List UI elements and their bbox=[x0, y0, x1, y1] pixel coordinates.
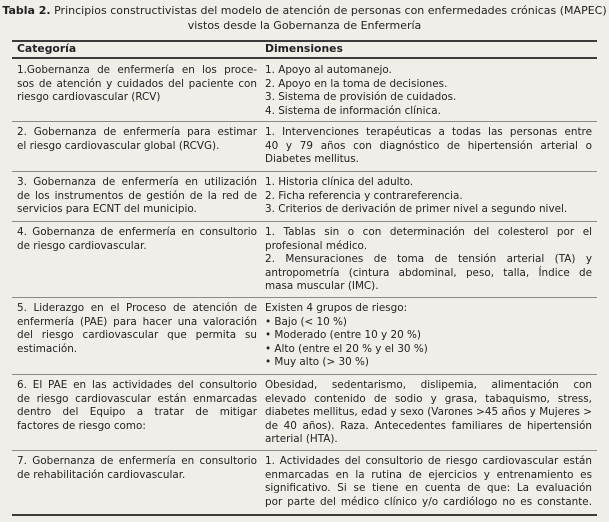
row-5-dim-line: Existen 4 grupos de riesgo: bbox=[265, 302, 408, 314]
row-3-cat-line: de los instrumentos de gestión de la red de bbox=[17, 189, 257, 202]
row-4-dim-line: masa muscular (IMC). bbox=[265, 280, 379, 293]
caption-line-1 bbox=[0, 4, 609, 19]
row-2-categoria bbox=[17, 126, 257, 153]
table-caption bbox=[0, 4, 609, 33]
row-1-dim-line: 1. Apoyo al automanejo. bbox=[265, 64, 392, 76]
row-5-dimensiones bbox=[265, 302, 592, 370]
row-7-dim-line: enmarcadas en la rutina de ejercicios y entrenamiento es bbox=[265, 468, 592, 481]
bottom-rule bbox=[12, 514, 597, 516]
row-divider bbox=[12, 171, 597, 172]
row-4-dim-line: profesional médico. bbox=[265, 239, 368, 252]
row-5-dim-line: • Moderado (entre 10 y 20 %) bbox=[265, 329, 421, 342]
row-6-cat-line: dentro del Equipo a tratar de mitigar bbox=[17, 406, 257, 419]
row-1-categoria bbox=[17, 64, 257, 105]
row-7-cat-line: 7. Gobernanza de enfermería en consultorio bbox=[17, 455, 257, 467]
row-6-dim-line: de 40 años). Raza. Antecedentes familiares de hipertensión bbox=[265, 419, 592, 432]
row-1-dimensiones bbox=[265, 64, 592, 118]
caption-line-2: vistos desde la Gobernanza de Enfermería bbox=[187, 18, 422, 32]
row-6-dim-line: Obesidad, sedentarismo, dislipemia, alimentación con bbox=[265, 379, 592, 391]
row-1-dim-line: 2. Apoyo en la toma de decisiones. bbox=[265, 77, 448, 90]
row-divider bbox=[12, 450, 597, 451]
row-3-dim-line: 1. Historia clínica del adulto. bbox=[265, 176, 414, 188]
row-6-dimensiones bbox=[265, 379, 592, 447]
row-5-dim-line: • Bajo (< 10 %) bbox=[265, 315, 347, 328]
row-3-dimensiones bbox=[265, 176, 592, 217]
row-divider bbox=[12, 374, 597, 375]
row-2-dim-line: 40 y 79 años con diagnóstico de hipertensión arterial o bbox=[265, 139, 592, 152]
row-4-dim-line: 1. Tablas sin o con determinación del colesterol por el bbox=[265, 226, 592, 238]
row-7-dim-line: 1. Actividades del consultorio de riesgo cardiovascular están bbox=[265, 455, 592, 467]
header-dimensiones: Dimensiones bbox=[265, 42, 343, 55]
row-5-dim-line: • Muy alto (> 30 %) bbox=[265, 356, 369, 369]
row-6-dim-line: elevado contenido de sodio y grasa, tabaquismo, stress, bbox=[265, 392, 592, 405]
row-5-cat-line: estimación. bbox=[17, 342, 78, 355]
row-2-dim-line: Diabetes mellitus. bbox=[265, 153, 359, 166]
row-divider bbox=[12, 121, 597, 122]
row-1-cat-line: 1.Gobernanza de enfermería en los proce- bbox=[17, 64, 257, 76]
row-6-cat-line: 6. El PAE en las actividades del consultorio bbox=[17, 379, 257, 391]
row-4-cat-line: 4. Gobernanza de enfermería en consultorio bbox=[17, 226, 257, 238]
row-3-dim-line: 3. Criterios de derivación de primer nivel a segundo nivel. bbox=[265, 203, 568, 216]
row-7-dim-line: significativo. Si se tiene en cuenta de que: La evaluación bbox=[265, 482, 592, 495]
row-2-dim-line: 1. Intervenciones terapéuticas a todas las personas entre bbox=[265, 126, 592, 138]
caption-text-1: Principios constructivistas del modelo de atención de personas con enfermedades crónicas (MAPEC) bbox=[50, 4, 607, 17]
row-3-dim-line: 2. Ficha referencia y contrareferencia. bbox=[265, 189, 463, 202]
row-7-dimensiones bbox=[265, 455, 592, 509]
row-3-cat-line: servicios para ECNT del municipio. bbox=[17, 203, 197, 216]
row-5-cat-line: del riesgo cardiovascular que permita su bbox=[17, 329, 257, 342]
row-2-cat-line: 2. Gobernanza de enfermería para estimar bbox=[17, 126, 257, 138]
row-7-dim-line: por parte del médico clínico y/o cardiólogo no es constante. bbox=[265, 495, 592, 508]
row-divider bbox=[12, 221, 597, 222]
row-5-categoria bbox=[17, 302, 257, 356]
row-6-dim-line: diabetes mellitus, edad y sexo (Varones >45 años y Mujeres > bbox=[265, 406, 592, 419]
row-4-dim-line: 2. Mensuraciones de toma de tensión arterial (TA) y bbox=[265, 253, 592, 266]
row-6-cat-line: factores de riesgo como: bbox=[17, 419, 146, 432]
row-2-cat-line: el riesgo cardiovascular global (RCVG). bbox=[17, 139, 220, 152]
row-6-cat-line: de riesgo cardiovascular están enmarcadas bbox=[17, 392, 257, 405]
row-4-dim-line: antropometría (cintura abdominal, peso, talla, Índice de bbox=[265, 266, 592, 279]
row-4-categoria bbox=[17, 226, 257, 253]
row-3-cat-line: 3. Gobernanza de enfermería en utilización bbox=[17, 176, 257, 188]
table-label: Tabla 2. bbox=[2, 4, 51, 17]
header-categoria: Categoría bbox=[17, 42, 77, 55]
row-1-cat-line: riesgo cardiovascular (RCV) bbox=[17, 91, 161, 104]
row-5-cat-line: 5. Liderazgo en el Proceso de atención de bbox=[17, 302, 257, 314]
row-1-dim-line: 3. Sistema de provisión de cuidados. bbox=[265, 91, 457, 104]
row-divider bbox=[12, 297, 597, 298]
row-7-categoria bbox=[17, 455, 257, 482]
row-6-categoria bbox=[17, 379, 257, 433]
row-3-categoria bbox=[17, 176, 257, 217]
row-2-dimensiones bbox=[265, 126, 592, 167]
row-5-dim-line: • Alto (entre el 20 % y el 30 %) bbox=[265, 342, 428, 355]
row-5-cat-line: enfermería (PAE) para hacer una valoración bbox=[17, 315, 257, 328]
row-4-cat-line: de riesgo cardiovascular. bbox=[17, 239, 147, 252]
row-6-dim-line: arterial (HTA). bbox=[265, 433, 338, 446]
row-1-cat-line: sos de atención y cuidados del paciente con bbox=[17, 77, 257, 90]
row-1-dim-line: 4. Sistema de información clínica. bbox=[265, 104, 441, 117]
header-rule bbox=[12, 57, 597, 59]
row-4-dimensiones bbox=[265, 226, 592, 294]
row-7-cat-line: de rehabilitación cardiovascular. bbox=[17, 468, 186, 481]
